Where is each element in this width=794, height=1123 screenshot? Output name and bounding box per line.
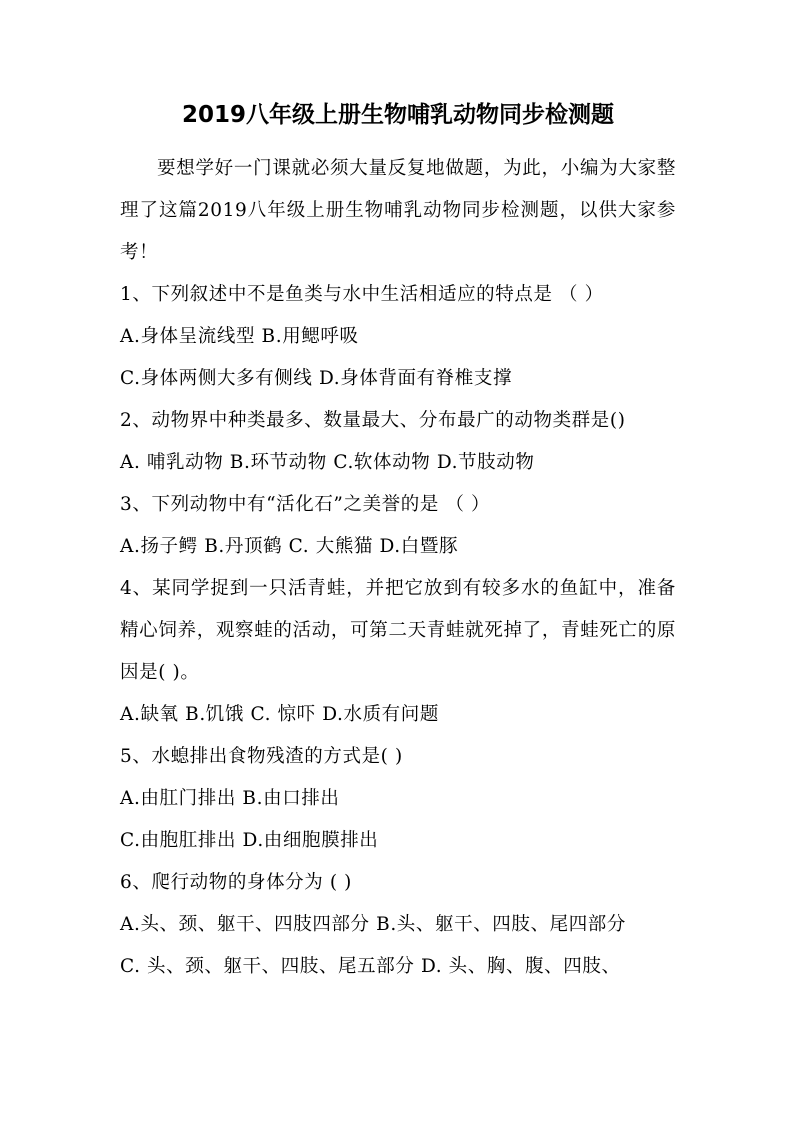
option-line: A. 哺乳动物 B.环节动物 C.软体动物 D.节肢动物	[120, 452, 535, 473]
question-1	[120, 274, 676, 400]
document-title: 2019八年级上册生物哺乳动物同步检测题	[181, 102, 614, 128]
question-4	[120, 568, 676, 736]
option-line: C.身体两侧大多有侧线 D.身体背面有脊椎支撑	[120, 368, 513, 389]
question-6	[120, 862, 676, 988]
option-line: A.缺氧 B.饥饿 C. 惊吓 D.水质有问题	[120, 704, 439, 725]
option-line: A.头、颈、躯干、四肢四部分 B.头、躯干、四肢、尾四部分	[120, 914, 626, 935]
question-stem: 5、水螅排出食物残渣的方式是( )	[120, 746, 403, 767]
question-3	[120, 484, 676, 568]
option-line: A.扬子鳄 B.丹顶鹤 C. 大熊猫 D.白暨豚	[120, 536, 459, 557]
document-page	[120, 96, 676, 988]
option-line: C. 头、颈、躯干、四肢、尾五部分 D. 头、胸、腹、四肢、	[120, 956, 621, 977]
option-line: C.由胞肛排出 D.由细胞膜排出	[120, 830, 379, 851]
question-5	[120, 736, 676, 862]
question-stem: 2、动物界中种类最多、数量最大、分布最广的动物类群是()	[120, 410, 626, 431]
question-stem: 4、某同学捉到一只活青蛙，并把它放到有较多水的鱼缸中，准备精心饲养，观察蛙的活动，可第二天青蛙就死掉了，青蛙死亡的原因是( )。	[120, 578, 676, 683]
question-list	[120, 274, 676, 988]
intro-paragraph: 要想学好一门课就必须大量反复地做题，为此，小编为大家整理了这篇2019八年级上册生物哺乳动物同步检测题，以供大家参考！	[120, 158, 676, 263]
question-stem: 6、爬行动物的身体分为 ( )	[120, 872, 352, 893]
question-stem: 3、下列动物中有“活化石”之美誉的是 （ ）	[120, 494, 491, 515]
question-stem: 1、下列叙述中不是鱼类与水中生活相适应的特点是 （ ）	[120, 284, 604, 305]
option-line: A.由肛门排出 B.由口排出	[120, 788, 340, 809]
question-2	[120, 400, 676, 484]
option-line: A.身体呈流线型 B.用鳃呼吸	[120, 326, 359, 347]
